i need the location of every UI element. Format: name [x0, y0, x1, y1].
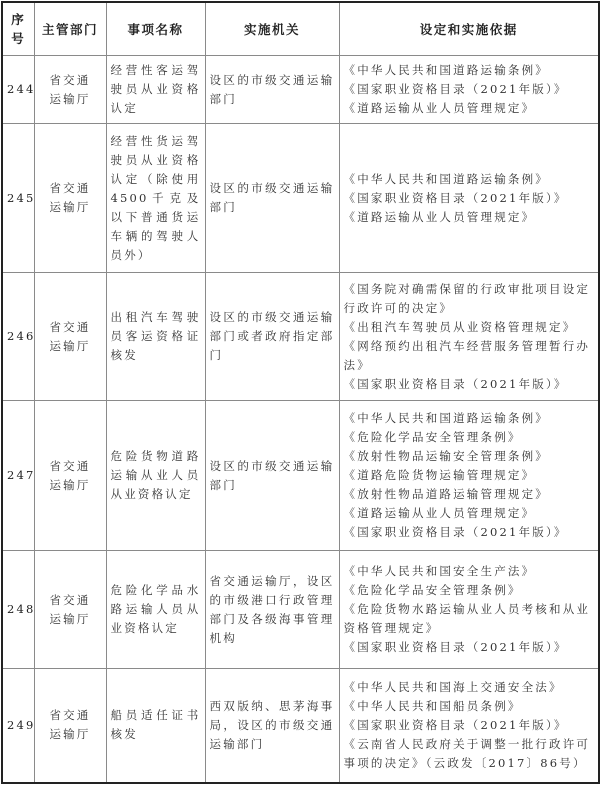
header-agency: 实施机关	[205, 2, 339, 56]
basis-entry: 《国家职业资格目录（2021年版）》	[343, 525, 568, 539]
row-number: 247	[2, 401, 34, 551]
row-basis	[339, 551, 599, 669]
basis-entry: 《道路危险货物运输管理规定》	[343, 468, 536, 482]
row-dept: 省交通 运输厅	[34, 551, 106, 669]
basis-entry: 《国家职业资格目录（2021年版）》	[343, 190, 568, 205]
basis-entry: 《国家职业资格目录（2021年版）》	[343, 376, 568, 391]
basis-entry: 《国务院对确需保留的行政审批项目设定行政许可的决定》	[343, 281, 591, 315]
basis-entry: 《中华人民共和国船员条例》	[343, 698, 522, 713]
basis-entry: 《危险货物水路运输从业人员考核和从业资格管理规定》	[343, 602, 591, 635]
table-header-row	[2, 2, 599, 56]
row-item-name: 危险货物道路运输从业人员从业资格认定	[106, 401, 205, 551]
row-basis	[339, 669, 599, 783]
row-agency: 设区的市级交通运输部门	[205, 56, 339, 124]
row-agency: 设区的市级交通运输部门或者政府指定部门	[205, 273, 339, 401]
row-item-name: 船员适任证书核发	[106, 669, 205, 783]
header-basis: 设定和实施依据	[339, 2, 599, 56]
basis-entry: 《中华人民共和国道路运输条例》	[343, 171, 549, 186]
row-number: 244	[2, 56, 34, 124]
row-agency: 设区的市级交通运输部门	[205, 401, 339, 551]
table-row	[2, 551, 599, 669]
basis-entry: 《道路运输从业人员管理规定》	[343, 101, 536, 115]
basis-entry: 《放射性物品运输安全管理条例》	[343, 449, 549, 463]
row-dept: 省交通 运输厅	[34, 56, 106, 124]
basis-entry: 《中华人民共和国道路运输条例》	[343, 63, 549, 77]
administrative-licensing-table	[1, 1, 600, 784]
basis-entry: 《中华人民共和国海上交通安全法》	[343, 679, 563, 694]
basis-entry: 《网络预约出租汽车经营服务管理暂行办法》	[343, 338, 591, 372]
table-row	[2, 273, 599, 401]
basis-entry: 《中华人民共和国道路运输条例》	[343, 411, 549, 425]
basis-entry: 《国家职业资格目录（2021年版）》	[343, 82, 568, 96]
basis-entry: 《出租汽车驾驶员从业资格管理规定》	[343, 319, 577, 334]
row-item-name: 危险化学品水路运输人员从业资格认定	[106, 551, 205, 669]
row-dept: 省交通 运输厅	[34, 124, 106, 273]
basis-entry: 《云南省人民政府关于调整一批行政许可事项的决定》（云政发〔2017〕86号）	[343, 736, 591, 770]
row-basis	[339, 124, 599, 273]
row-basis	[339, 401, 599, 551]
basis-entry: 《放射性物品道路运输管理规定》	[343, 487, 549, 501]
row-number: 248	[2, 551, 34, 669]
row-number: 246	[2, 273, 34, 401]
table-row	[2, 401, 599, 551]
row-number: 249	[2, 669, 34, 783]
basis-entry: 《国家职业资格目录（2021年版）》	[343, 717, 568, 732]
row-item-name: 经营性货运驾驶员从业资格认定（除使用4500千克及以下普通货运车辆的驾驶人员外）	[106, 124, 205, 273]
header-item: 事项名称	[106, 2, 205, 56]
basis-entry: 《国家职业资格目录（2021年版）》	[343, 640, 568, 654]
row-basis	[339, 273, 599, 401]
row-dept: 省交通 运输厅	[34, 401, 106, 551]
row-basis	[339, 56, 599, 124]
row-item-name: 出租汽车驾驶员客运资格证核发	[106, 273, 205, 401]
basis-entry: 《中华人民共和国安全生产法》	[343, 564, 536, 578]
row-agency: 省交通运输厅，设区的市级港口行政管理部门及各级海事管理机构	[205, 551, 339, 669]
basis-entry: 《危险化学品安全管理条例》	[343, 583, 522, 597]
table-row	[2, 669, 599, 783]
basis-entry: 《道路运输从业人员管理规定》	[343, 209, 536, 224]
basis-entry: 《危险化学品安全管理条例》	[343, 430, 522, 444]
row-number: 245	[2, 124, 34, 273]
row-item-name: 经营性客运驾驶员从业资格认定	[106, 56, 205, 124]
row-agency: 设区的市级交通运输部门	[205, 124, 339, 273]
table-row	[2, 124, 599, 273]
row-dept: 省交通 运输厅	[34, 669, 106, 783]
basis-entry: 《道路运输从业人员管理规定》	[343, 506, 536, 520]
row-dept: 省交通 运输厅	[34, 273, 106, 401]
header-seq: 序 号	[2, 2, 34, 56]
row-agency: 西双版纳、思茅海事局，设区的市级交通运输部门	[205, 669, 339, 783]
header-dept: 主管部门	[34, 2, 106, 56]
table-row	[2, 56, 599, 124]
